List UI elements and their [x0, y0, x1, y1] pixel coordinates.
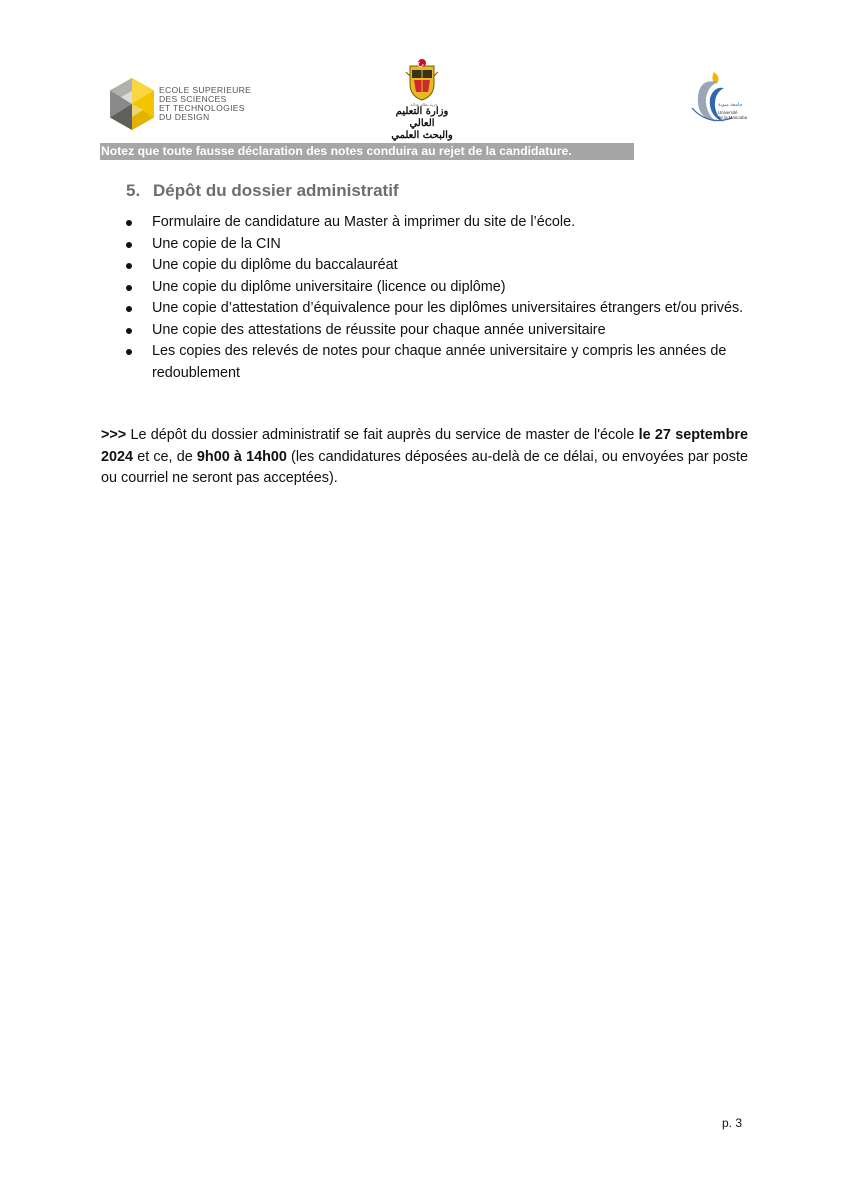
- deposit-hours: 9h00 à 14h00: [196, 448, 287, 465]
- university-name-line: Université: [718, 110, 738, 115]
- paragraph-text: (les candidatures déposées au-delà de ce délai, ou envoyées par poste ou courriel ne seront pas acceptées).: [101, 448, 748, 486]
- school-logo-text: [159, 86, 255, 122]
- list-item-text: Formulaire de candidature au Master à imprimer du site de l’école.: [152, 214, 576, 230]
- logo-line: ECOLE SUPERIEURE: [159, 85, 252, 95]
- list-item: [126, 212, 756, 234]
- school-logo: [106, 76, 256, 132]
- list-item: [126, 320, 756, 342]
- hexagon-cube-icon: [106, 76, 158, 132]
- list-item-text: Une copie du diplôme universitaire (licence ou diplôme): [152, 278, 506, 295]
- logo-line: ET TECHNOLOGIES: [159, 103, 245, 113]
- university-arabic-name: جامعة منوبة: [718, 102, 743, 108]
- deposit-date: le 27 septembre 2024: [101, 427, 748, 465]
- bullet-icon: [126, 263, 132, 269]
- bullet-icon: [126, 242, 132, 248]
- ministry-motto: حرية نظام عدالة: [410, 102, 438, 107]
- logo-line: DU DESIGN: [159, 112, 210, 122]
- ministry-name-line: والبحث العلمي: [391, 130, 453, 141]
- list-item: [126, 277, 756, 299]
- bullet-icon: [126, 285, 132, 291]
- paragraph-text: et ce, de: [133, 448, 197, 465]
- section-heading: [126, 181, 399, 201]
- coat-of-arms-icon: [396, 58, 448, 102]
- bullet-icon: [126, 328, 132, 334]
- ministry-logo: [391, 58, 453, 141]
- list-item: [126, 255, 756, 277]
- deposit-info-paragraph: [101, 425, 748, 490]
- university-logo: [688, 68, 748, 128]
- ministry-name-line: وزارة التعليم العالي: [395, 106, 449, 129]
- list-item-text: Les copies des relevés de notes pour chaque année universitaire y compris les années de redoublement: [152, 343, 727, 381]
- list-item: [126, 234, 756, 256]
- list-item-text: Une copie d’attestation d’équivalence pour les diplômes universitaires étrangers et/ou privés.: [152, 300, 744, 316]
- arrow-marker: >>>: [101, 427, 127, 443]
- warning-banner: Notez que toute fausse déclaration des notes conduira au rejet de la candidature.: [100, 143, 634, 160]
- bullet-icon: [126, 306, 132, 312]
- list-item-text: Une copie du diplôme du baccalauréat: [152, 257, 398, 273]
- logo-line: DES SCIENCES: [159, 94, 227, 104]
- section-title: Dépôt du dossier administratif: [153, 181, 399, 200]
- document-requirements-list: [126, 212, 756, 384]
- section-number: 5.: [126, 181, 141, 200]
- bullet-icon: [126, 220, 132, 226]
- list-item-text: Une copie des attestations de réussite pour chaque année universitaire: [152, 321, 606, 338]
- list-item-text: Une copie de la CIN: [152, 235, 281, 252]
- paragraph-text: Le dépôt du dossier administratif se fait auprès du service de master de l'école: [126, 427, 639, 443]
- list-item: [126, 341, 756, 384]
- list-item: [126, 298, 756, 320]
- page-number: p. 3: [722, 1116, 743, 1130]
- university-name-line: de la Manouba: [718, 115, 748, 120]
- bullet-icon: [126, 349, 132, 355]
